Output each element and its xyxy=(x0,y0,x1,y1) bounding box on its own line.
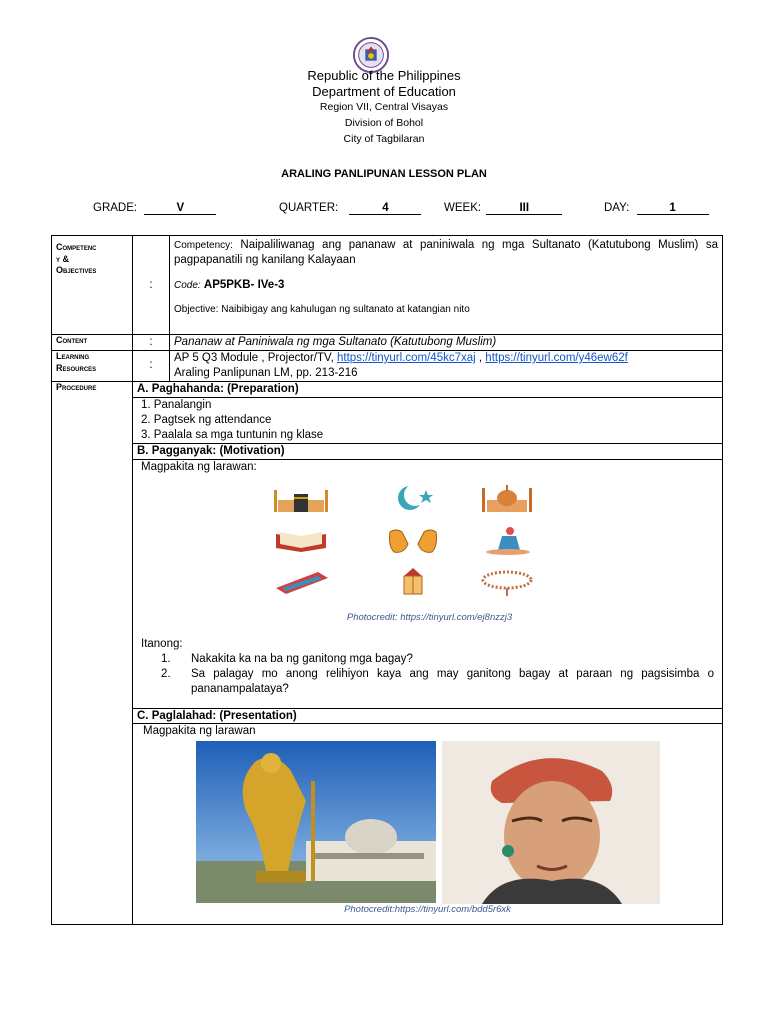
kaaba-mosque-icon xyxy=(270,482,332,514)
mosque-icon xyxy=(476,482,538,514)
resources-cell xyxy=(170,350,723,381)
resource-link-2[interactable]: https://tinyurl.com/y46ew62f xyxy=(485,351,628,364)
section-a-heading: A. Paghahanda: (Preparation) xyxy=(133,381,723,397)
header-department: Department of Education xyxy=(312,84,456,99)
resources-label: Learning Resources xyxy=(52,350,133,381)
prayer-beads-icon xyxy=(476,566,538,598)
procedure-label: Procedure xyxy=(52,381,133,925)
list-item: 3. Paalala sa mga tuntunin ng klase xyxy=(141,428,324,441)
content-label: Content xyxy=(52,335,133,351)
section-b-body xyxy=(133,459,723,708)
resources-line-2: Araling Panlipunan LM, pp. 213-216 xyxy=(174,366,358,379)
section-b-heading: B. Pagganyak: (Motivation) xyxy=(133,443,723,459)
week-field: WEEK: III xyxy=(444,202,562,215)
crescent-star-icon xyxy=(382,482,444,514)
procedure-row-a-heading xyxy=(52,381,723,397)
competency-objective: Objective: Naibibigay ang kahulugan ng sultanato at katangian nito xyxy=(174,303,470,315)
page-title: ARALING PANLIPUNAN LESSON PLAN xyxy=(281,168,487,180)
header-division: Division of Bohol xyxy=(344,117,424,129)
competency-text: Competency: Naipaliliwanag ang pananaw at paniniwala ng mga Sultanato (Katutubong Muslim) sa pagpapanatili ng kanilang Kalayaan xyxy=(174,239,718,266)
section-b-question-label: Itanong: xyxy=(141,637,183,650)
header-city: City of Tagbilaran xyxy=(343,133,425,145)
quran-book-icon xyxy=(270,524,332,556)
section-c-heading: C. Paglalahad: (Presentation) xyxy=(133,708,723,724)
section-c-body xyxy=(133,724,723,925)
question-item: 2. Sa palagay mo anong relihiyon kaya ang may ganitong bagay at paraan ng pagsisimba o pananampalataya? xyxy=(161,667,714,695)
procedure-row-c-body xyxy=(52,724,723,925)
week-value: III xyxy=(486,202,562,215)
quarter-value: 4 xyxy=(349,202,421,215)
sultan-statue-photo xyxy=(196,741,436,903)
lantern-icon xyxy=(382,566,444,598)
day-field: DAY: 1 xyxy=(604,202,709,215)
list-item: 2. Pagtsek ng attendance xyxy=(141,413,272,426)
lesson-plan-table xyxy=(51,235,723,925)
islamic-symbols-image xyxy=(270,482,590,602)
sultan-portrait-painting xyxy=(442,741,660,904)
header-region: Region VII, Central Visayas xyxy=(319,101,449,113)
competency-colon: : xyxy=(133,236,170,335)
praying-person-icon xyxy=(476,524,538,556)
resources-colon: : xyxy=(133,350,170,381)
praying-hands-icon xyxy=(382,524,444,556)
header-country: Republic of the Philippines xyxy=(307,68,461,83)
competency-label: Competenc y & Objectives xyxy=(52,236,133,335)
resources-line-1: AP 5 Q3 Module , Projector/TV, https://tinyurl.com/45kc7xaj , https://tinyurl.com/y46ew62f xyxy=(174,351,628,364)
procedure-row-c-heading xyxy=(52,708,723,724)
content-row xyxy=(52,335,723,351)
resource-link-1[interactable]: https://tinyurl.com/45kc7xaj xyxy=(337,351,476,364)
content-colon: : xyxy=(133,335,170,351)
procedure-row-a-body xyxy=(52,397,723,443)
resources-row xyxy=(52,350,723,381)
section-c-caption: Photocredit:https://tinyurl.com/bdd5r6xk xyxy=(344,904,511,916)
procedure-row-b-heading xyxy=(52,443,723,459)
competency-cell xyxy=(170,236,723,335)
prayer-mat-icon xyxy=(270,566,332,598)
question-item: 1. Nakakita ka na ba ng ganitong mga bagay? xyxy=(161,652,413,665)
list-item: 1. Panalangin xyxy=(141,398,212,411)
competency-code: Code: AP5PKB- IVe-3 xyxy=(174,278,285,291)
section-c-intro: Magpakita ng larawan xyxy=(143,725,256,738)
day-value: 1 xyxy=(637,202,709,215)
procedure-row-b-body xyxy=(52,459,723,708)
section-b-intro: Magpakita ng larawan: xyxy=(141,460,257,473)
competency-row xyxy=(52,236,723,335)
section-a-body xyxy=(133,397,723,443)
quarter-field: QUARTER: 4 xyxy=(279,202,421,215)
grade-value: V xyxy=(144,202,216,215)
section-b-caption: Photocredit: https://tinyurl.com/ej8nzzj3 xyxy=(346,612,513,624)
grade-field: GRADE: V xyxy=(93,202,216,215)
content-text: Pananaw at Paniniwala ng mga Sultanato (Katutubong Muslim) xyxy=(170,335,723,351)
